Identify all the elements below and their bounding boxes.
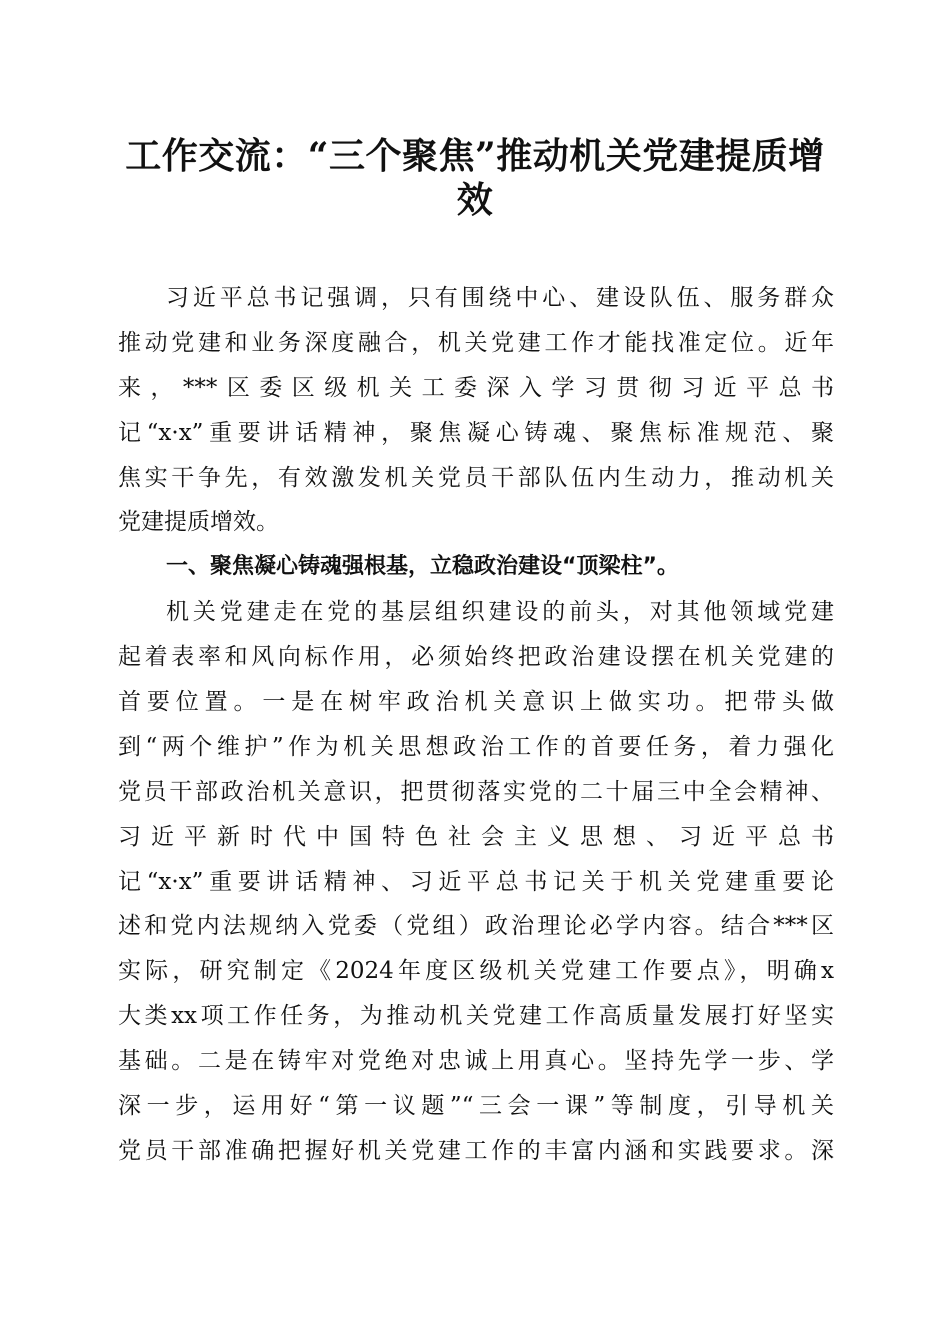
paragraph-2-line-1: 机关党建走在党的基层组织建设的前头，对其他领域党建 [166,599,834,626]
paragraph-2-line-13: 党员干部准确把握好机关党建工作的丰富内涵和实践要求。深 [118,1137,834,1164]
paragraph-1-line-1: 习近平总书记强调，只有围绕中心、建设队伍、服务群众 [166,285,834,311]
paragraph-1-line-6: 党建提质增效。 [118,509,279,536]
paragraph-2-line-5: 党员干部政治机关意识，把贯彻落实党的二十届三中全会精神、 [118,778,834,805]
paragraph-2-line-6: 习近平新时代中国特色社会主义思想、习近平总书 [118,823,834,850]
document-title: 工作交流：“三个聚焦”推动机关党建提质增效 [125,135,825,221]
paragraph-2-line-8: 述和党内法规纳入党委（党组）政治理论必学内容。结合***区 [118,913,834,940]
paragraph-2-line-12: 深一步，运用好“第一议题”“三会一课”等制度，引导机关 [118,1093,834,1120]
paragraph-1-line-5: 焦实干争先，有效激发机关党员干部队伍内生动力，推动机关 [118,464,834,491]
paragraph-2-line-10: 大类xx项工作任务，为推动机关党建工作高质量发展打好坚实 [118,1003,834,1030]
paragraph-2-line-9: 实际，研究制定《2024年度区级机关党建工作要点》，明确x [118,958,834,985]
paragraph-2-line-3: 首要位置。一是在树牢政治机关意识上做实功。把带头做 [118,689,834,716]
paragraph-2-line-2: 起着表率和风向标作用，必须始终把政治建设摆在机关党建的 [118,644,834,671]
paragraph-1-line-3: 来，***区委区级机关工委深入学习贯彻习近平总书 [118,374,834,401]
paragraph-2-line-7: 记“x·x”重要讲话精神、习近平总书记关于机关党建重要论 [118,868,834,895]
section-heading-1: 一、聚焦凝心铸魂强根基，立稳政治建设“顶梁柱”。 [166,554,679,580]
paragraph-2-line-4: 到“两个维护”作为机关思想政治工作的首要任务，着力强化 [118,733,834,760]
paragraph-1-line-2: 推动党建和业务深度融合，机关党建工作才能找准定位。近年 [118,329,834,356]
paragraph-1-line-4: 记“x·x”重要讲话精神，聚焦凝心铸魂、聚焦标准规范、聚 [118,419,834,446]
document-body [118,276,834,1174]
paragraph-2-line-11: 基础。二是在铸牢对党绝对忠诚上用真心。坚持先学一步、学 [118,1048,834,1075]
